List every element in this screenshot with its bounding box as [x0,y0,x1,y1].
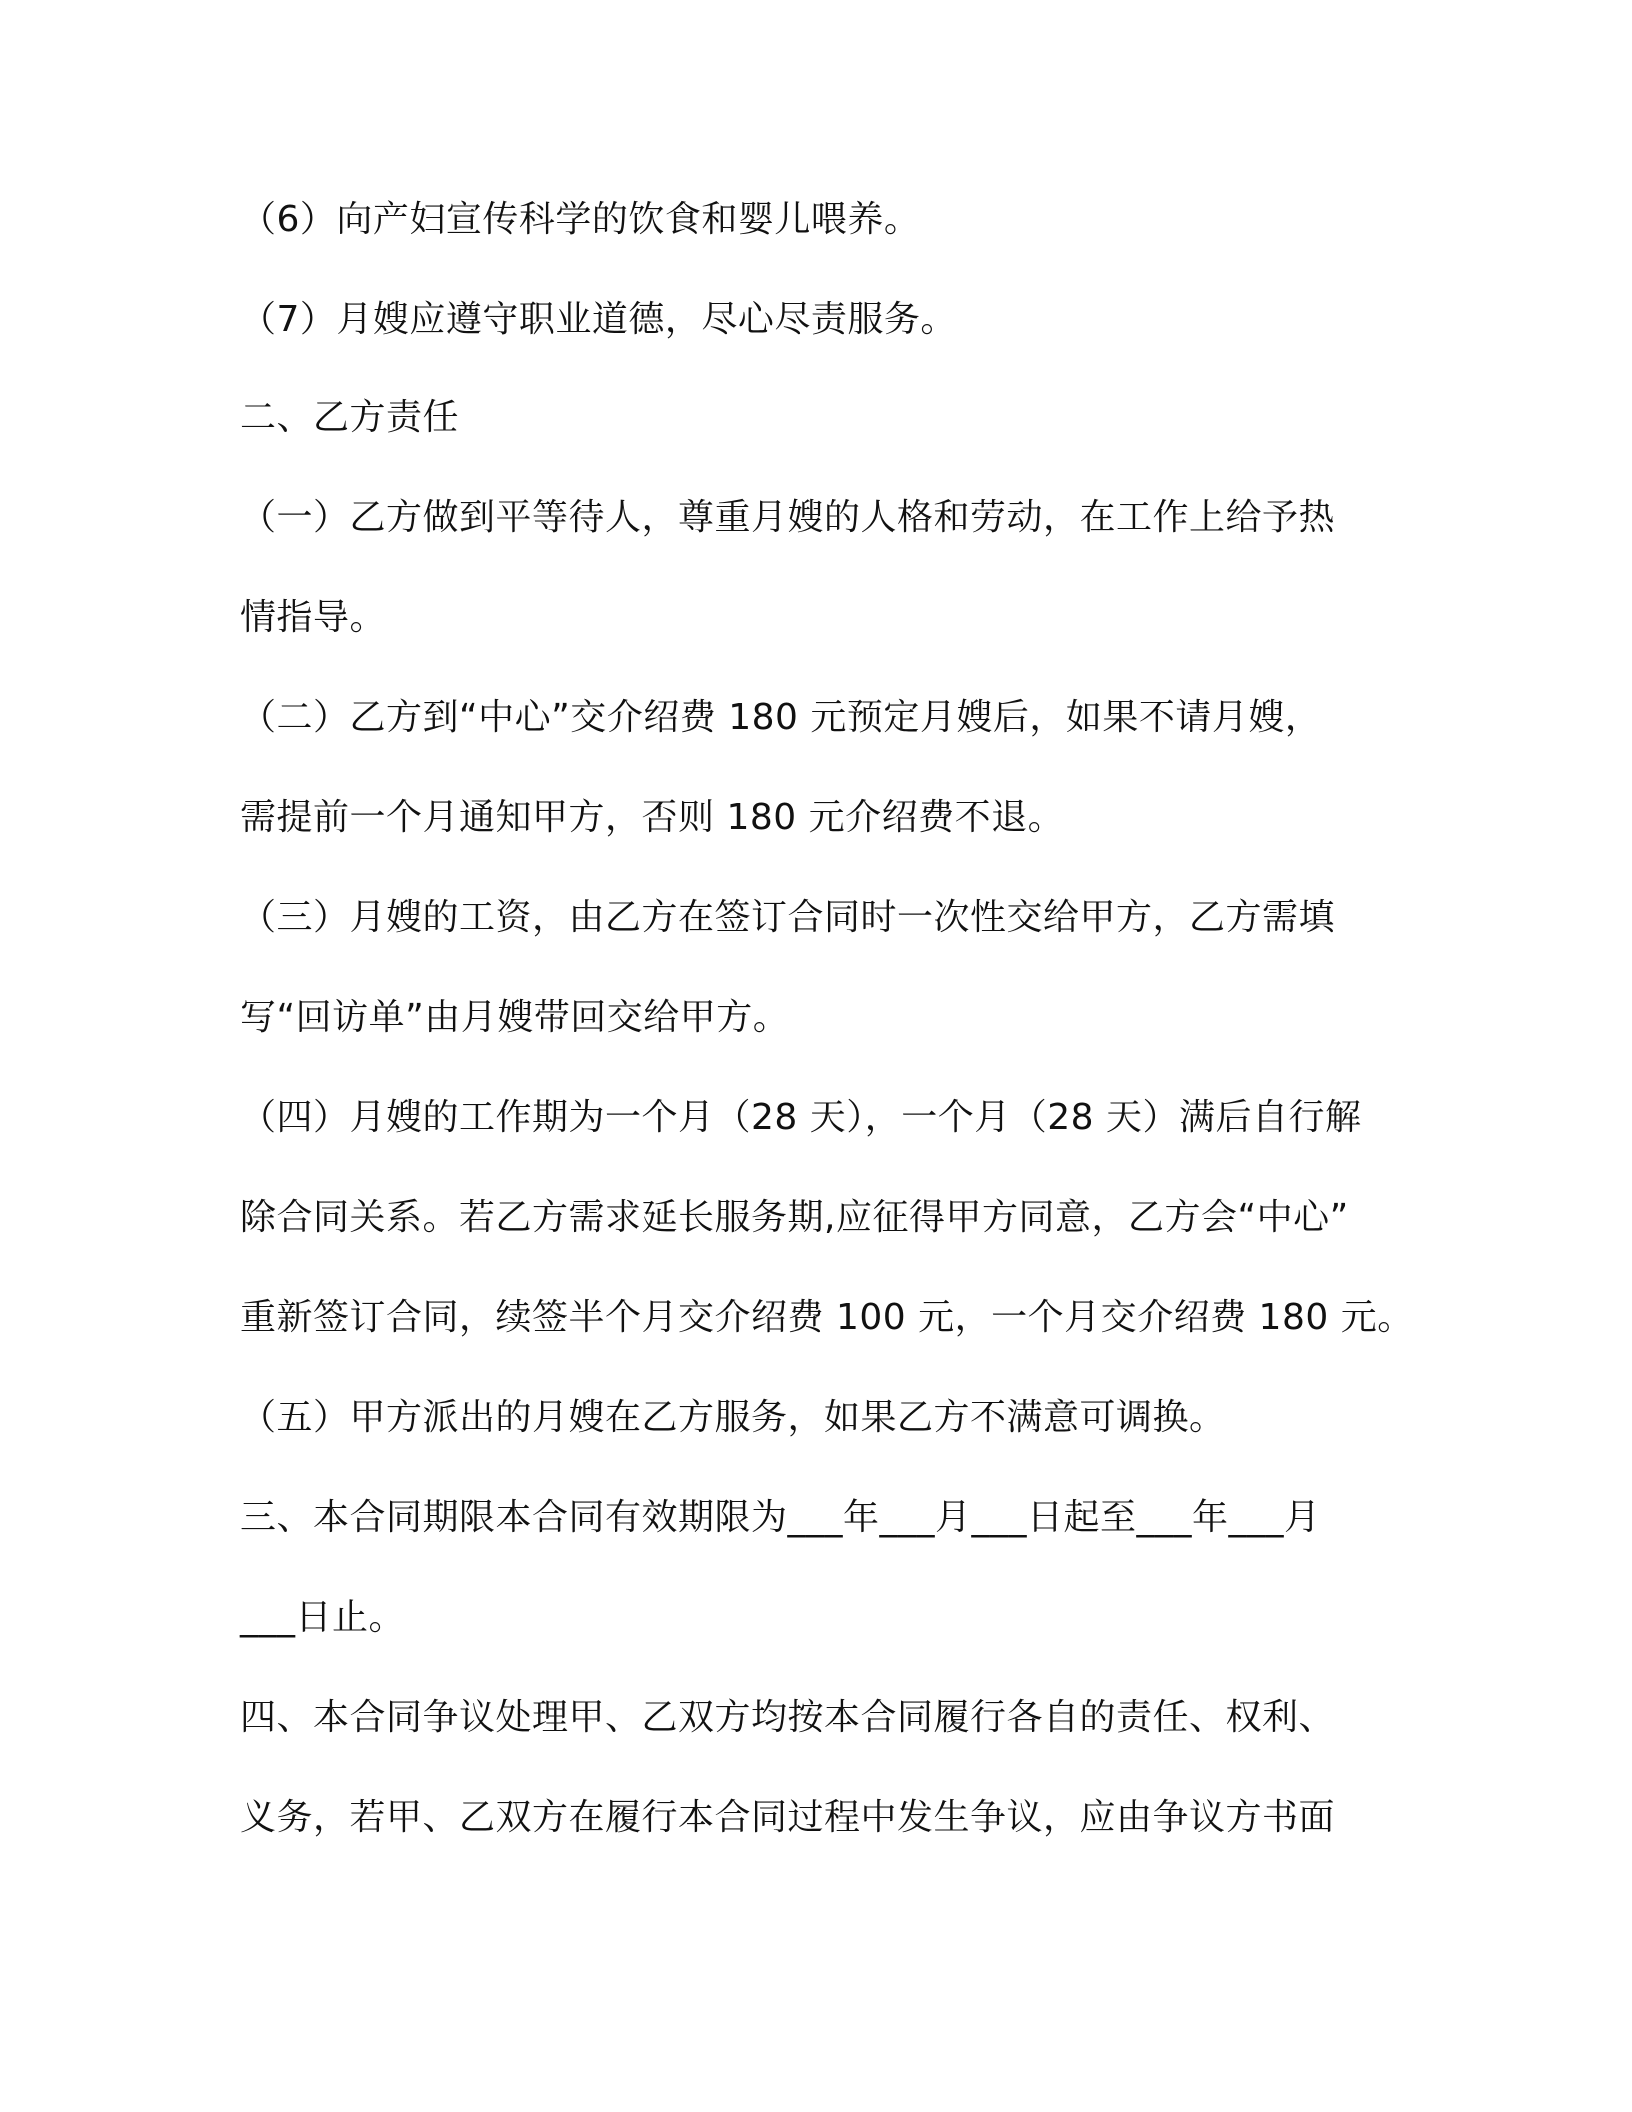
clause-1-line-2: 情指导。 [240,597,387,638]
section-3-line-2: ___日止。 [240,1597,406,1638]
clause-4-line-3: 重新签订合同，续签半个月交介绍费 100 元，一个月交介绍费 180 元。 [240,1297,1414,1338]
clause-1-line-1: （一）乙方做到平等待人，尊重月嫂的人格和劳动，在工作上给予热 [240,497,1336,538]
clause-6: （6）向产妇宣传科学的饮食和婴儿喂养。 [240,199,921,240]
clause-3-line-1: （三）月嫂的工资，由乙方在签订合同时一次性交给甲方，乙方需填 [240,897,1336,938]
section-4-line-1: 四、本合同争议处理甲、乙双方均按本合同履行各自的责任、权利、 [240,1697,1336,1738]
section-heading-2: 二、乙方责任 [240,397,460,438]
clause-4-line-2: 除合同关系。若乙方需求延长服务期,应征得甲方同意，乙方会“中心” [240,1197,1349,1238]
clause-4-line-1: （四）月嫂的工作期为一个月（28 天），一个月（28 天）满后自行解 [240,1097,1362,1138]
clause-5: （五）甲方派出的月嫂在乙方服务，如果乙方不满意可调换。 [240,1397,1226,1438]
clause-2-line-1: （二）乙方到“中心”交介绍费 180 元预定月嫂后，如果不请月嫂， [240,697,1322,738]
section-3-line-1: 三、本合同期限本合同有效期限为___年___月___日起至___年___月 [240,1497,1321,1538]
clause-3-line-2: 写“回访单”由月嫂带回交给甲方。 [240,997,790,1038]
clause-2-line-2: 需提前一个月通知甲方，否则 180 元介绍费不退。 [240,797,1065,838]
clause-7: （7）月嫂应遵守职业道德，尽心尽责服务。 [240,299,957,340]
section-4-line-2: 义务，若甲、乙双方在履行本合同过程中发生争议，应由争议方书面 [240,1797,1336,1838]
